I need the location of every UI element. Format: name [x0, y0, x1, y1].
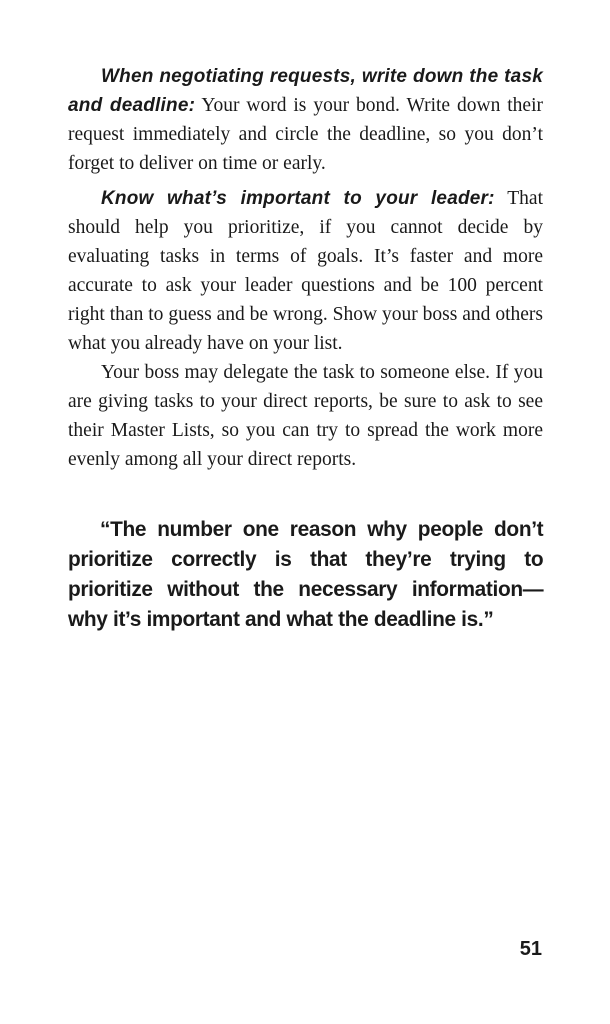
- page-number: 51: [519, 938, 542, 960]
- paragraph-text: Your word is your bond. Write down their request immediately and circle the deadline, so you don’t forget to deliver on time or early.: [68, 95, 543, 174]
- paragraph-know-important: [68, 184, 543, 358]
- paragraph-text: That should help you prioritize, if you cannot decide by evaluating tasks in terms of goals. It’s faster and more accurate to ask your leader questions and be 100 percent right than to guess and be wrong. Show your boss and others what you already have on your list.: [68, 188, 543, 354]
- paragraph-delegate: Your boss may delegate the task to someone else. If you are giving tasks to your direct reports, be sure to ask to see their Master Lists, so you can try to spread the work more evenly among all your direct reports.: [68, 362, 543, 470]
- page-content: [68, 62, 543, 634]
- paragraph-lead: When negotiating requests, write down the task and deadline:: [68, 66, 543, 116]
- paragraph-lead: Know what’s important to your leader:: [101, 188, 495, 209]
- paragraph-negotiating-requests: [68, 62, 543, 178]
- pull-quote: “The number one reason why people don’t prioritize correctly is that they’re trying to prioritize without the necessary information—why it’s important and what the deadline is.”: [68, 517, 544, 631]
